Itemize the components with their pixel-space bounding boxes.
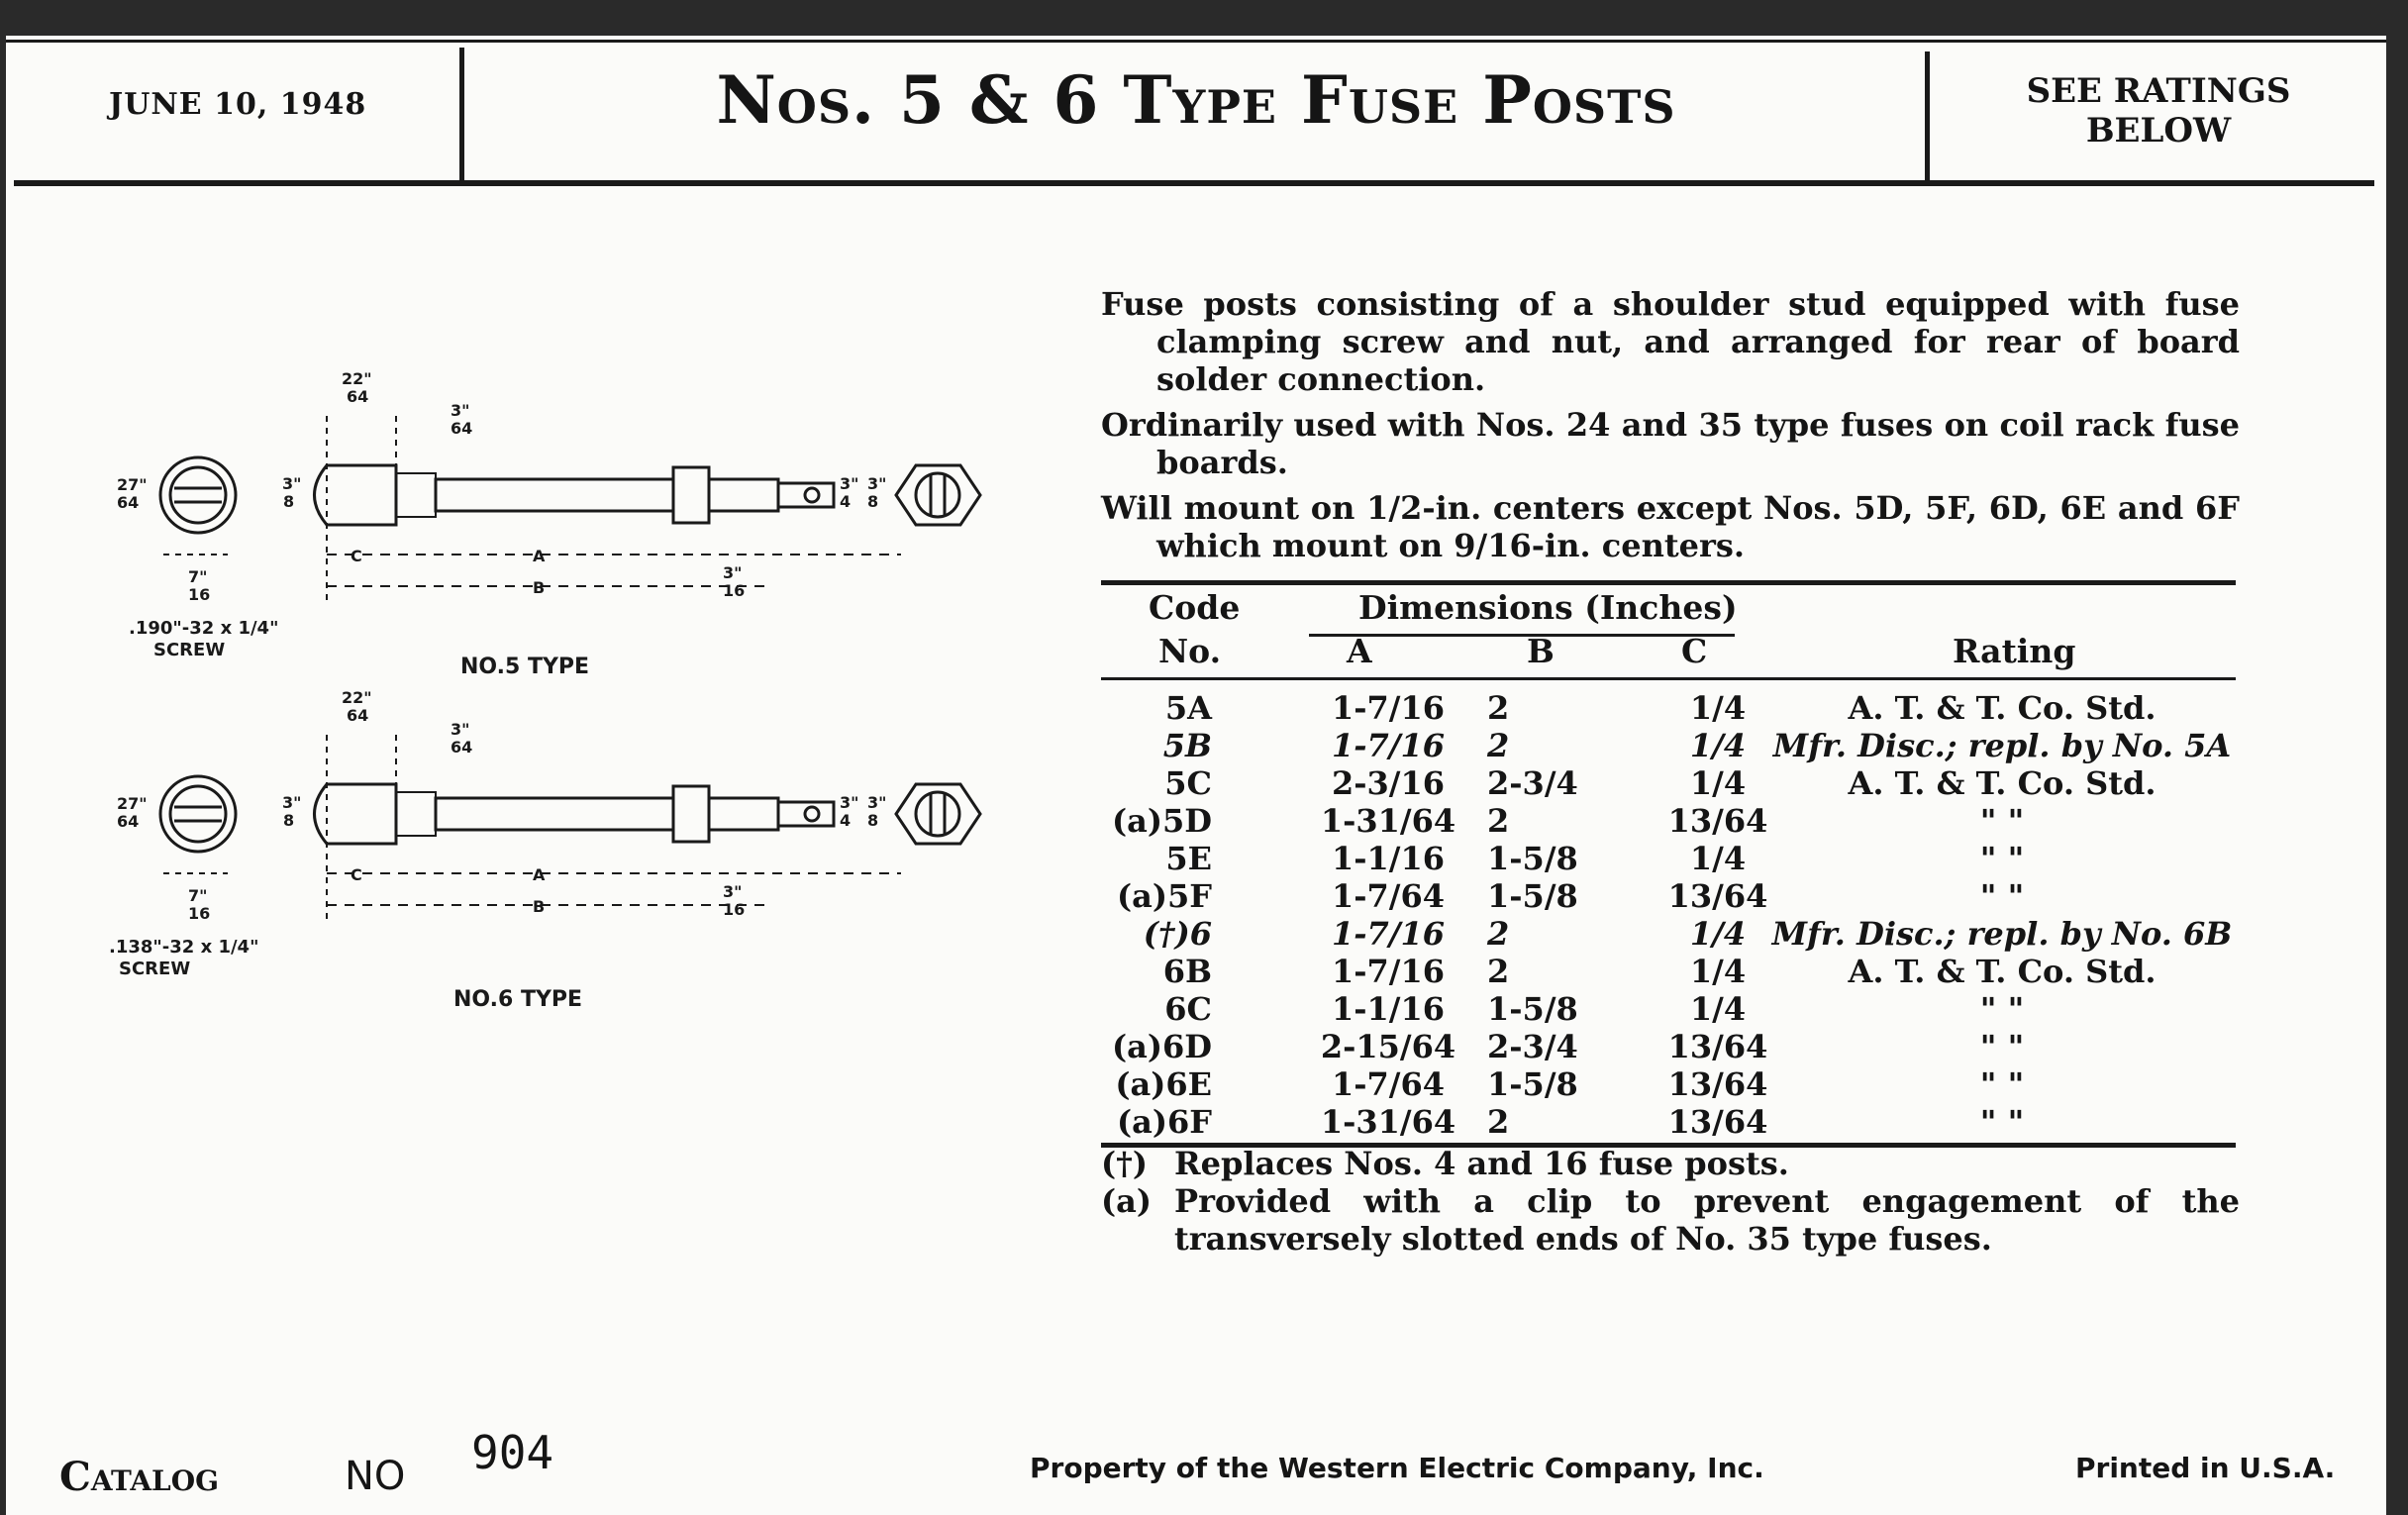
cell-rating: " " <box>1979 990 2025 1028</box>
no5-dim-small-num: 3" <box>451 401 470 420</box>
table-row <box>1101 877 2236 915</box>
cell-c: 13/64 <box>1667 1065 1768 1103</box>
no6-dim-head-num: 7" <box>188 886 208 905</box>
header-top-rule <box>6 40 2386 43</box>
cell-a: 1-31/64 <box>1320 1103 1456 1141</box>
cell-c: 13/64 <box>1667 1103 1768 1141</box>
no5-dim-nut2-num: 3" <box>867 474 887 493</box>
col-header-code-2: No. <box>1158 632 1222 670</box>
no5-label-c: C <box>351 547 362 565</box>
col-header-dimensions: Dimensions (Inches) <box>1358 588 1738 627</box>
no6-label-b: B <box>533 897 546 916</box>
cell-rating: " " <box>1979 1103 2025 1141</box>
footnotes <box>1101 1145 2240 1258</box>
no5-dim-height-den: 64 <box>117 493 140 512</box>
cell-rating: Mfr. Disc.; repl. by No. 6B <box>1771 915 2233 953</box>
cell-rating: " " <box>1979 840 2025 877</box>
cell-code: 5C <box>1164 764 1212 802</box>
cell-rating: A. T. & T. Co. Std. <box>1848 953 2157 990</box>
cell-b: 2-3/4 <box>1487 1028 1578 1065</box>
no6-label-a: A <box>533 865 546 884</box>
no6-dim-nut-den: 4 <box>840 811 852 830</box>
no5-dim-nut-den: 4 <box>840 492 852 511</box>
no6-dim-nut2-den: 8 <box>867 811 879 830</box>
no6-dim-shoulder-num: 3" <box>282 793 302 812</box>
no5-dim-top-den: 64 <box>347 387 369 406</box>
cell-a: 1-7/16 <box>1331 689 1446 727</box>
cell-c: 13/64 <box>1667 877 1768 915</box>
no5-stud <box>436 479 673 511</box>
cell-rating: A. T. & T. Co. Std. <box>1848 764 2157 802</box>
table-top-rule <box>1101 580 2236 585</box>
cell-a: 2-3/16 <box>1331 764 1446 802</box>
no6-dim-end-den: 16 <box>723 900 746 919</box>
cell-code: 5B <box>1162 727 1212 764</box>
cell-c: 1/4 <box>1689 990 1747 1028</box>
no5-screw-word: SCREW <box>153 640 226 660</box>
col-header-b: B <box>1527 632 1555 670</box>
cell-c: 1/4 <box>1689 915 1747 953</box>
cell-c: 1/4 <box>1689 840 1747 877</box>
no5-dim-top-num: 22" <box>342 369 372 388</box>
col-header-rating: Rating <box>1953 632 2076 670</box>
footer-printed: Printed in U.S.A. <box>2075 1452 2336 1484</box>
footer-no: NO <box>345 1454 406 1499</box>
no6-dim-nut-num: 3" <box>840 793 859 812</box>
table-row <box>1101 802 2236 840</box>
no5-label-a: A <box>533 547 546 565</box>
cell-b: 2 <box>1487 953 1510 990</box>
table-row <box>1101 953 2236 990</box>
table-row <box>1101 689 2236 727</box>
cell-code: (a)5D <box>1111 802 1212 840</box>
cell-code: 6C <box>1164 990 1212 1028</box>
rating-note-line1: SEE RATINGS <box>2026 71 2291 111</box>
no6-dim-shoulder-den: 8 <box>283 811 295 830</box>
cell-code: (a)6D <box>1111 1028 1212 1065</box>
cell-a: 1-7/64 <box>1331 877 1446 915</box>
description <box>1101 285 2240 572</box>
cell-code: 6B <box>1162 953 1212 990</box>
no5-dim-head-den: 16 <box>188 585 211 604</box>
cell-a: 1-1/16 <box>1331 840 1446 877</box>
footnote-text: Provided with a clip to prevent engagement of the transversely slotted ends of No. 35 type fuses. <box>1174 1182 2240 1258</box>
cell-c: 13/64 <box>1667 1028 1768 1065</box>
footer-catalog: Catalog <box>59 1454 220 1500</box>
cell-c: 1/4 <box>1689 953 1747 990</box>
cell-rating: " " <box>1979 877 2025 915</box>
table-row <box>1101 990 2236 1028</box>
no5-dim-nut-num: 3" <box>840 474 859 493</box>
cell-code: (†)6 <box>1143 915 1212 953</box>
no6-label-c: C <box>351 865 362 884</box>
no5-dim-shoulder-num: 3" <box>282 474 302 493</box>
dimensions-underline <box>1309 634 1735 637</box>
footnote <box>1101 1145 2240 1182</box>
no5-shoulder-nut <box>673 467 709 523</box>
cell-b: 2 <box>1487 689 1510 727</box>
cell-c: 1/4 <box>1689 764 1747 802</box>
no5-dim-small-den: 64 <box>451 419 473 438</box>
cell-b: 1-5/8 <box>1487 877 1578 915</box>
no6-dim-nut2-num: 3" <box>867 793 887 812</box>
cell-a: 1-1/16 <box>1331 990 1446 1028</box>
no6-dim-end-num: 3" <box>723 882 743 901</box>
no6-dim-height-num: 27" <box>117 794 148 813</box>
footer-catalog-number: 904 <box>471 1426 554 1479</box>
cell-rating: Mfr. Disc.; repl. by No. 5A <box>1772 727 2232 764</box>
cell-b: 2 <box>1487 1103 1510 1141</box>
no6-dim-height-den: 64 <box>117 812 140 831</box>
rating-note-line2: BELOW <box>2085 111 2232 151</box>
cell-code: (a)6E <box>1115 1065 1212 1103</box>
table-row <box>1101 1103 2236 1141</box>
no6-dim-top-num: 22" <box>342 688 372 707</box>
description-paragraph: Fuse posts consisting of a shoulder stud equipped with fuse clamping screw and nut, and arranged for rear of board solder connection. <box>1101 285 2240 398</box>
description-paragraph: Ordinarily used with Nos. 24 and 35 type fuses on coil rack fuse boards. <box>1101 406 2240 481</box>
col-header-code-1: Code <box>1149 588 1241 627</box>
cell-a: 1-7/16 <box>1331 915 1446 953</box>
table-row <box>1101 1065 2236 1103</box>
cell-code: 5A <box>1164 689 1212 727</box>
cell-b: 2 <box>1487 915 1510 953</box>
cell-rating: " " <box>1979 802 2025 840</box>
cell-b: 2 <box>1487 727 1510 764</box>
col-header-c: C <box>1681 632 1708 670</box>
table-row <box>1101 840 2236 877</box>
cell-a: 1-7/16 <box>1331 727 1446 764</box>
no5-type-label: NO.5 TYPE <box>460 655 590 679</box>
footer-property: Property of the Western Electric Company, Inc. <box>1030 1452 1764 1484</box>
header-bottom-rule <box>14 180 2374 186</box>
cell-rating: " " <box>1979 1028 2025 1065</box>
no6-dim-small-den: 64 <box>451 738 473 757</box>
no5-screw-label: .190"-32 x 1/4" <box>129 618 279 639</box>
table-row <box>1101 764 2236 802</box>
no5-dim-height-num: 27" <box>117 475 148 494</box>
cell-a: 1-31/64 <box>1320 802 1456 840</box>
cell-b: 2 <box>1487 802 1510 840</box>
cell-b: 2-3/4 <box>1487 764 1578 802</box>
cell-code: 5E <box>1165 840 1212 877</box>
no6-screw-word: SCREW <box>119 959 191 979</box>
cell-b: 1-5/8 <box>1487 990 1578 1028</box>
footnote <box>1101 1182 2240 1258</box>
cell-a: 1-7/64 <box>1331 1065 1446 1103</box>
cell-c: 1/4 <box>1689 689 1747 727</box>
footnote-mark: (a) <box>1101 1182 1153 1220</box>
no5-label-b: B <box>533 578 546 597</box>
col-header-a: A <box>1347 632 1372 670</box>
cell-b: 1-5/8 <box>1487 1065 1578 1103</box>
header-date: JUNE 10, 1948 <box>109 87 367 122</box>
table-row <box>1101 727 2236 764</box>
table-row <box>1101 915 2236 953</box>
fuse-post-drawing <box>99 356 990 1050</box>
no6-dim-top-den: 64 <box>347 706 369 725</box>
no5-dim-end-num: 3" <box>723 563 743 582</box>
cell-a: 2-15/64 <box>1320 1028 1456 1065</box>
footnote-mark: (†) <box>1101 1145 1149 1182</box>
no5-dim-nut2-den: 8 <box>867 492 879 511</box>
no6-dim-head-den: 16 <box>188 904 211 923</box>
description-paragraph: Will mount on 1/2-in. centers except Nos. 5D, 5F, 6D, 6E and 6F which mount on 9/16-in. centers. <box>1101 489 2240 564</box>
cell-rating: A. T. & T. Co. Std. <box>1848 689 2157 727</box>
no6-stud <box>436 798 673 830</box>
no5-dim-end-den: 16 <box>723 581 746 600</box>
no6-type-label: NO.6 TYPE <box>453 987 583 1012</box>
cell-c: 1/4 <box>1689 727 1747 764</box>
cell-b: 1-5/8 <box>1487 840 1578 877</box>
cell-code: (a)5F <box>1117 877 1212 915</box>
header-rating-note <box>1931 71 2386 151</box>
cell-rating: " " <box>1979 1065 2025 1103</box>
cell-c: 13/64 <box>1667 802 1768 840</box>
no5-dim-head-num: 7" <box>188 567 208 586</box>
table-row <box>1101 1028 2236 1065</box>
header-rule <box>1101 677 2236 680</box>
no6-screw-label: .138"-32 x 1/4" <box>109 937 259 958</box>
footnote-text: Replaces Nos. 4 and 16 fuse posts. <box>1174 1145 1789 1182</box>
no5-dim-shoulder-den: 8 <box>283 492 295 511</box>
cell-a: 1-7/16 <box>1331 953 1446 990</box>
no6-dim-small-num: 3" <box>451 720 470 739</box>
cell-code: (a)6F <box>1117 1103 1212 1141</box>
page-title: Nos. 5 & 6 Type Fuse Posts <box>716 61 1676 139</box>
no6-shoulder-nut <box>673 786 709 842</box>
